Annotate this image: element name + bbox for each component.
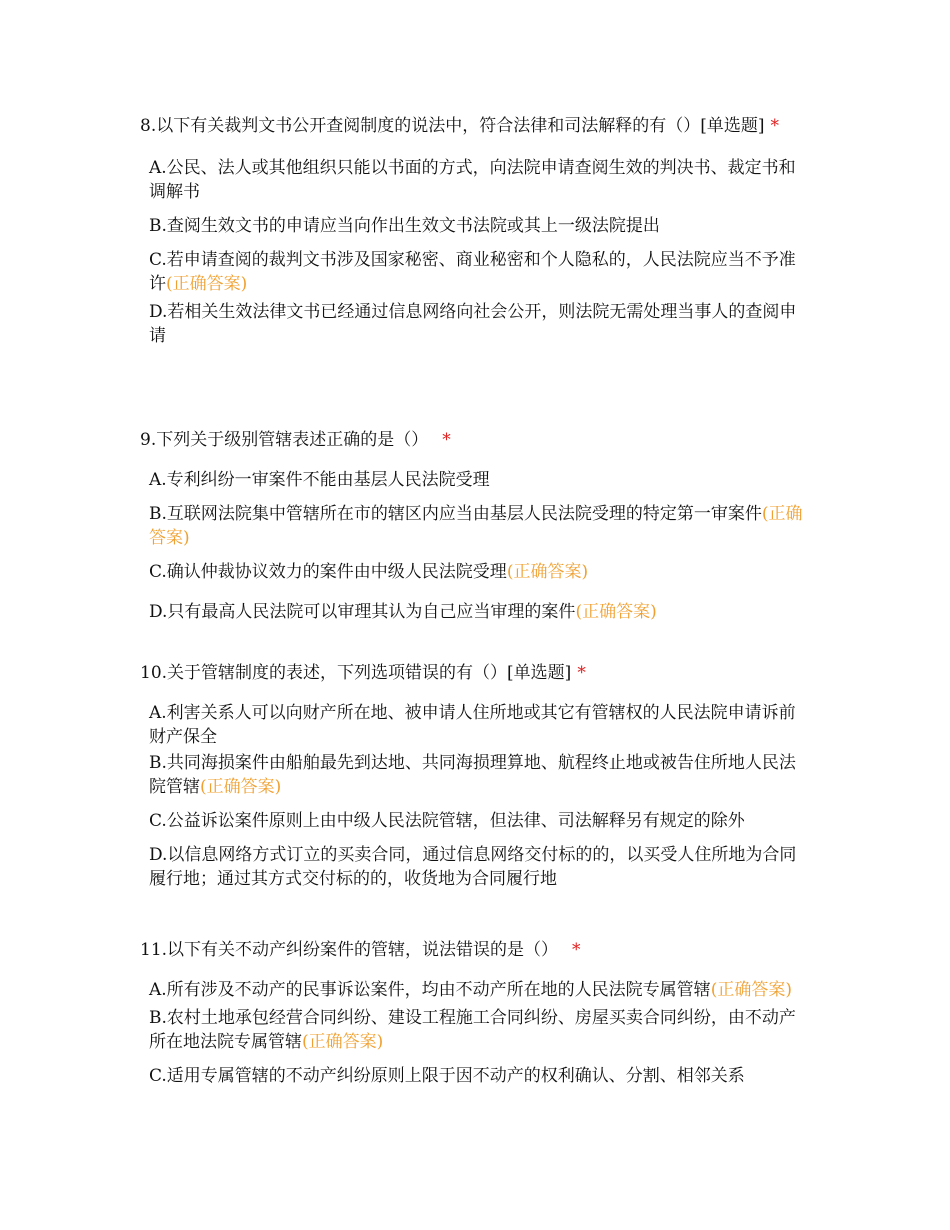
option-b[interactable]: B.农村土地承包经营合同纠纷、建设工程施工合同纠纷、房屋买卖合同纠纷，由不动产所在地法院专属管辖(正确答案) [149,1008,796,1052]
required-star: * [572,940,581,960]
question-11 [140,932,805,1088]
question-8 [140,108,805,348]
option-b[interactable]: B.共同海损案件由船舶最先到达地、共同海损理算地、航程终止地或被告住所地人民法院管辖(正确答案) [149,753,796,797]
correct-answer-tag: (正确答案) [149,504,803,548]
correct-answer-tag: (正确答案) [200,777,282,797]
option-d[interactable]: D.若相关生效法律文书已经通过信息网络向社会公开，则法院无需处理当事人的查阅申请 [149,302,797,346]
correct-answer-tag: (正确答案) [166,274,248,294]
required-star: * [442,430,451,450]
option-a[interactable]: A.所有涉及不动产的民事诉讼案件，均由不动产所在地的人民法院专属管辖(正确答案) [149,980,792,1000]
option-a[interactable]: A.利害关系人可以向财产所在地、被申请人住所地或其它有管辖权的人民法院申请诉前财产保全 [149,703,796,747]
option-d[interactable]: D.只有最高人民法院可以审理其认为自己应当审理的案件(正确答案) [149,602,657,622]
question-title: 11.以下有关不动产纠纷案件的管辖，说法错误的是（） * [140,940,581,960]
option-b[interactable]: B.互联网法院集中管辖所在市的辖区内应当由基层人民法院受理的特定第一审案件(正确答案) [149,504,803,548]
correct-answer-tag: (正确答案) [575,602,657,622]
option-b[interactable]: B.查阅生效文书的申请应当向作出生效文书法院或其上一级法院提出 [149,216,660,236]
question-title: 10.关于管辖制度的表述，下列选项错误的有（）[单选题] * [140,663,586,683]
option-a[interactable]: A.专利纠纷一审案件不能由基层人民法院受理 [149,470,490,490]
option-a[interactable]: A.公民、法人或其他组织只能以书面的方式，向法院申请查阅生效的判决书、裁定书和调解书 [149,158,796,202]
option-d[interactable]: D.以信息网络方式订立的买卖合同，通过信息网络交付标的的，以买受人住所地为合同履行地；通过其方式交付标的的，收货地为合同履行地 [149,845,797,889]
question-9 [140,422,805,624]
option-c[interactable]: C.适用专属管辖的不动产纠纷原则上限于因不动产的权利确认、分割、相邻关系 [149,1066,745,1086]
required-star: * [770,116,779,136]
question-title: 8.以下有关裁判文书公开查阅制度的说法中，符合法律和司法解释的有（）[单选题] * [140,116,779,136]
question-10 [140,655,805,891]
question-title: 9.下列关于级别管辖表述正确的是（） * [140,430,451,450]
required-star: * [577,663,586,683]
option-c[interactable]: C.确认仲裁协议效力的案件由中级人民法院受理(正确答案) [149,562,589,582]
option-c[interactable]: C.若申请查阅的裁判文书涉及国家秘密、商业秘密和个人隐私的，人民法院应当不予准许(正确答案) [149,250,796,294]
correct-answer-tag: (正确答案) [710,980,792,1000]
correct-answer-tag: (正确答案) [506,562,589,582]
correct-answer-tag: (正确答案) [302,1032,384,1052]
option-c[interactable]: C.公益诉讼案件原则上由中级人民法院管辖，但法律、司法解释另有规定的除外 [149,811,745,831]
